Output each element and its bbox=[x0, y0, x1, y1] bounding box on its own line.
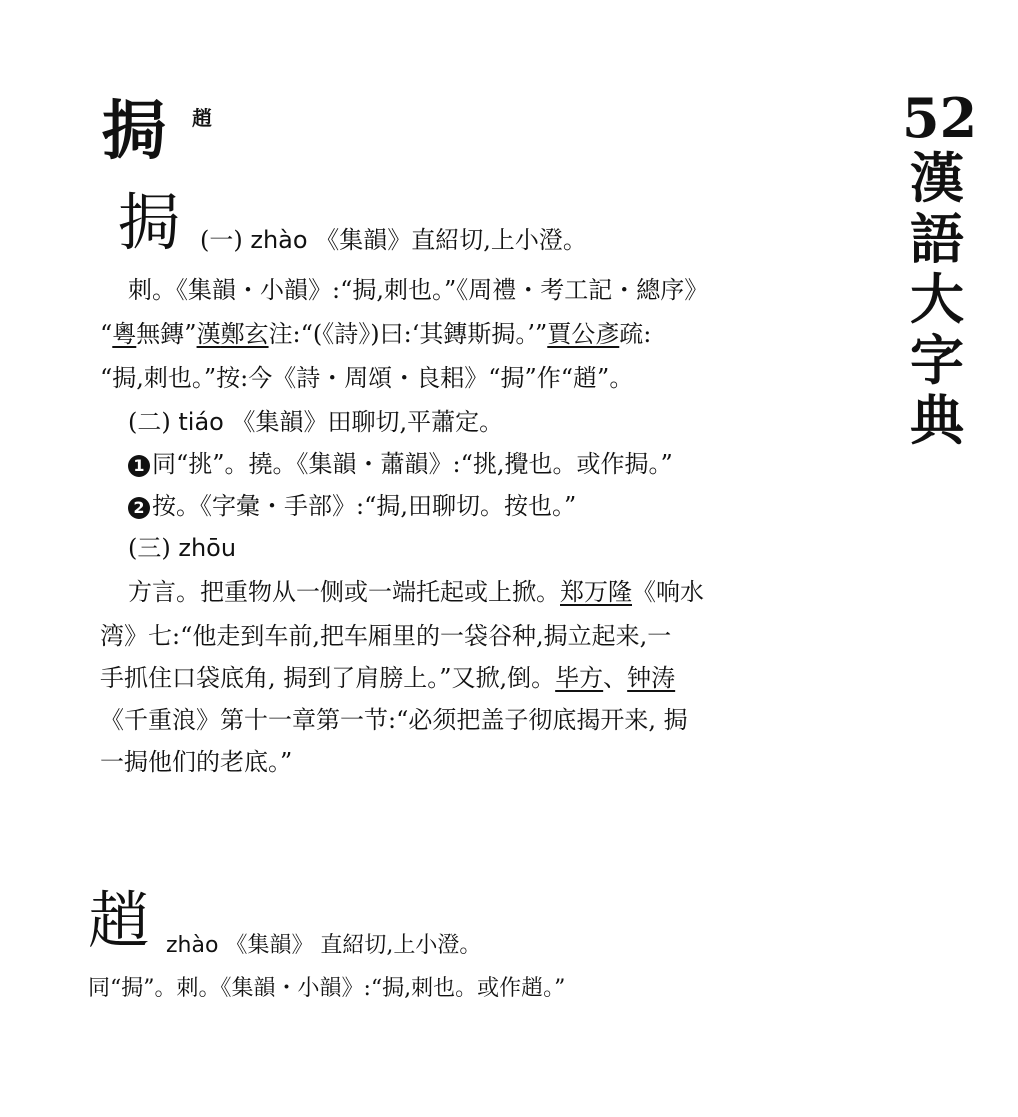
name-underlined: 钟涛 bbox=[627, 664, 676, 692]
name-underlined: 粵 bbox=[112, 320, 137, 348]
book-title-char: 漢 bbox=[910, 146, 964, 211]
definition-line: 手抓住口袋底角, 挶到了肩膀上。”又掀,倒。毕方、钟涛 bbox=[100, 664, 676, 692]
reading-3-heading bbox=[128, 536, 236, 560]
name-underlined: 漢 bbox=[196, 320, 221, 348]
source-citation: 《集韻》直紹切,上小澄。 bbox=[315, 226, 587, 254]
headword: 挶 bbox=[102, 94, 166, 169]
source-citation: 《集韻》田聊切,平蕭定。 bbox=[231, 408, 504, 436]
running-header bbox=[902, 86, 978, 453]
headword-variant: 趙 bbox=[192, 106, 212, 130]
book-title-char: 典 bbox=[910, 388, 964, 453]
sense-line: 2 按。《字彙・手部》:“挶,田聊切。按也。” bbox=[128, 494, 576, 519]
definition-line: 一挶他们的老底。” bbox=[100, 748, 293, 776]
definition-line: 湾》七:“他走到车前,把车厢里的一袋谷种,挶立起来,一 bbox=[100, 622, 672, 650]
name-underlined: 賈公彥 bbox=[547, 320, 620, 348]
sense-number-badge: 2 bbox=[128, 497, 150, 519]
source-citation: 《集韻》 直紹切,上小澄。 bbox=[225, 933, 482, 958]
book-title-char: 語 bbox=[910, 206, 964, 271]
sense-line: 1 同“挑”。撓。《集韻・蕭韻》:“挑,攪也。或作挶。” bbox=[128, 452, 673, 477]
book-title-char: 大 bbox=[910, 267, 964, 332]
definition-line: 方言。把重物从一侧或一端托起或上掀。郑万隆《响水 bbox=[128, 578, 704, 606]
name-underlined: 鄭玄 bbox=[220, 320, 269, 348]
definition-line: 《千重浪》第十一章第一节:“必须把盖子彻底揭开来, 挶 bbox=[100, 706, 688, 734]
pinyin: zhào bbox=[250, 226, 308, 254]
pinyin: tiáo bbox=[178, 408, 224, 436]
pinyin: zhōu bbox=[178, 534, 237, 562]
name-underlined: 毕方 bbox=[555, 664, 604, 692]
reading-2-heading bbox=[128, 410, 503, 434]
definition-line: 同“挶”。刺。《集韻・小韻》:“挶,刺也。或作趙。” bbox=[88, 976, 566, 1001]
reading-label: (二) bbox=[128, 408, 171, 436]
reading-label: (三) bbox=[128, 534, 171, 562]
entry-character: 趙 bbox=[88, 884, 151, 957]
definition-line: “粵無鏄”漢鄭玄注:“(《詩》)曰:‘其鏄斯挶。’”賈公彥疏: bbox=[100, 320, 652, 348]
definition-line: “挶,刺也。”按:今《詩・周頌・良耜》“挶”作“趙”。 bbox=[100, 364, 634, 392]
reading-1-heading bbox=[200, 228, 587, 252]
reading-label: (一) bbox=[200, 226, 243, 254]
definition-line: 刺。《集韻・小韻》:“挶,刺也。”《周禮・考工記・總序》 bbox=[128, 276, 709, 304]
page-number: 52 bbox=[902, 86, 978, 150]
entry-2-heading bbox=[166, 935, 481, 957]
entry-character: 挶 bbox=[118, 186, 181, 259]
book-title-char: 字 bbox=[910, 327, 964, 392]
pinyin: zhào bbox=[166, 933, 219, 958]
sense-number-badge: 1 bbox=[128, 455, 150, 477]
name-underlined: 郑万隆 bbox=[560, 578, 632, 606]
